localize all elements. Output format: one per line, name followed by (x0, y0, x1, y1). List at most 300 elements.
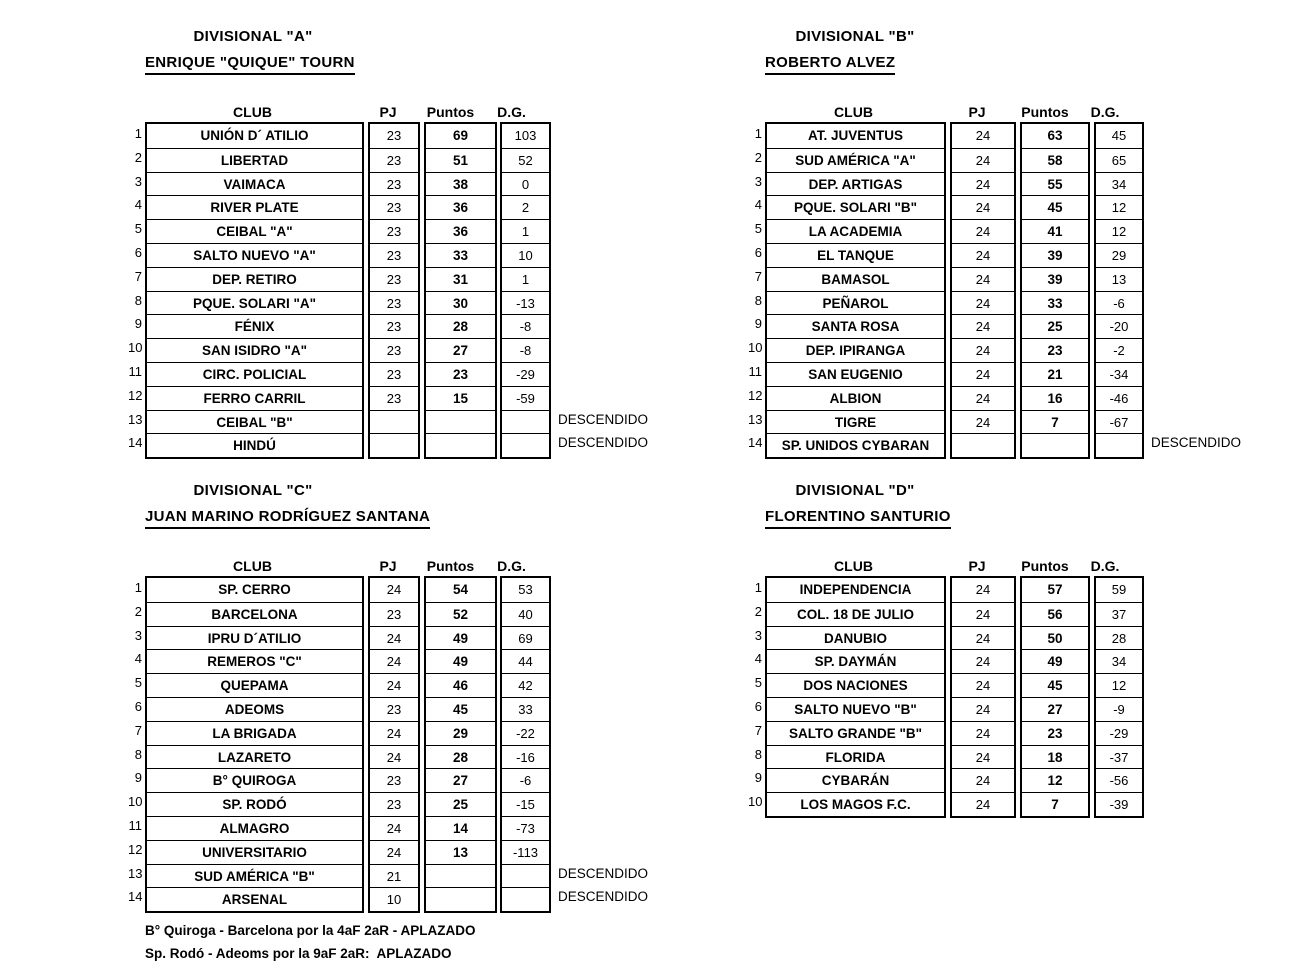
dg-cell: -2 (1096, 338, 1142, 362)
dg-cell: -29 (502, 362, 549, 386)
dg-cell: 1 (502, 267, 549, 291)
status-note (1147, 695, 1155, 719)
club-cell: SP. DAYMÁN (767, 649, 944, 673)
status-note (554, 600, 648, 624)
pj-cell: 24 (952, 697, 1014, 721)
club-column (145, 576, 364, 913)
club-cell: SP. UNIDOS CYBARAN (767, 433, 944, 457)
club-cell: SAN ISIDRO "A" (147, 338, 362, 362)
puntos-cell: 49 (426, 649, 495, 673)
pj-cell (370, 410, 418, 434)
club-cell: FLORIDA (767, 745, 944, 769)
status-note (554, 766, 648, 790)
club-cell: TIGRE (767, 410, 944, 434)
pj-cell: 23 (370, 697, 418, 721)
club-cell: ALBION (767, 386, 944, 410)
pj-cell: 23 (370, 291, 418, 315)
status-note (554, 312, 648, 336)
pj-cell: 24 (386, 582, 402, 597)
puntos-cell: 25 (1022, 314, 1088, 338)
column-header-puntos: Puntos (1021, 558, 1069, 574)
division-subtitle-row (765, 508, 1155, 530)
status-note (554, 146, 648, 170)
pj-cell: 24 (952, 410, 1014, 434)
puntos-cell: 25 (426, 792, 495, 816)
column-header-puntos: Puntos (426, 104, 475, 120)
dg-cell: -16 (502, 745, 549, 769)
dg-cell: -6 (502, 768, 549, 792)
puntos-cell: 14 (426, 816, 495, 840)
column-header-club: CLUB (233, 104, 272, 120)
club-cell: FÉNIX (147, 314, 362, 338)
status-note (1147, 312, 1241, 336)
dg-cell: 65 (1096, 148, 1142, 172)
row-number: 6 (134, 244, 142, 260)
puntos-column (424, 576, 497, 913)
row-number: 3 (134, 173, 142, 189)
club-cell: SP. CERRO (218, 582, 291, 597)
column-header-club: CLUB (834, 104, 873, 120)
puntos-cell: 21 (1022, 362, 1088, 386)
puntos-cell: 23 (1022, 721, 1088, 745)
dg-cell: 53 (518, 582, 533, 597)
pj-cell: 24 (952, 314, 1014, 338)
puntos-cell: 29 (426, 721, 495, 745)
footnote: B° Quiroga - Barcelona por la 4aF 2aR - APLAZADO (145, 923, 476, 939)
status-note (1147, 289, 1241, 313)
dg-cell: 33 (502, 697, 549, 721)
row-number: 10 (128, 794, 143, 810)
dg-cell: -37 (1096, 745, 1142, 769)
dg-cell: 52 (502, 148, 549, 172)
row-number: 14 (128, 435, 143, 451)
column-headers (128, 102, 648, 122)
dg-cell: -46 (1096, 386, 1142, 410)
column-header-dg: D.G. (1090, 104, 1120, 120)
puntos-cell: 36 (426, 195, 495, 219)
status-note (1147, 122, 1241, 146)
pj-cell: 23 (370, 602, 418, 626)
pj-cell: 24 (952, 721, 1014, 745)
row-number: 13 (748, 411, 763, 427)
dg-cell: 42 (502, 673, 549, 697)
dg-cell: 2 (502, 195, 549, 219)
pj-cell: 10 (370, 887, 418, 911)
puntos-cell: 39 (1022, 267, 1088, 291)
standings-table (128, 576, 648, 913)
pj-cell: 24 (975, 128, 991, 143)
pj-cell: 24 (952, 626, 1014, 650)
status-note (1147, 193, 1241, 217)
puntos-cell: 49 (426, 626, 495, 650)
club-cell: SALTO NUEVO "A" (147, 243, 362, 267)
row-number: 12 (128, 841, 143, 857)
puntos-cell (1022, 433, 1088, 457)
status-note (554, 241, 648, 265)
puntos-cell: 16 (1022, 386, 1088, 410)
puntos-cell: 51 (426, 148, 495, 172)
column-header-puntos: Puntos (1021, 104, 1069, 120)
puntos-cell (426, 864, 495, 888)
column-headers (128, 556, 648, 576)
pj-cell: 23 (370, 314, 418, 338)
pj-cell (370, 433, 418, 457)
row-number: 5 (134, 675, 142, 691)
division-subtitle-row (145, 54, 648, 76)
status-note (554, 695, 648, 719)
column-header-pj: PJ (379, 104, 397, 120)
puntos-cell: 49 (1022, 649, 1088, 673)
club-cell: DANUBIO (767, 626, 944, 650)
status-note (554, 122, 648, 146)
division-subtitle: ENRIQUE "QUIQUE" TOURN (145, 54, 355, 75)
row-number: 7 (754, 268, 762, 284)
pj-cell: 24 (952, 291, 1014, 315)
club-cell: SANTA ROSA (767, 314, 944, 338)
dg-cell: -67 (1096, 410, 1142, 434)
club-cell: LA BRIGADA (147, 721, 362, 745)
status-note: DESCENDIDO (1151, 435, 1242, 451)
status-note (554, 647, 648, 671)
pj-cell: 24 (952, 267, 1014, 291)
row-number: 7 (134, 268, 142, 284)
club-cell: SUD AMÉRICA "A" (767, 148, 944, 172)
pj-cell: 24 (952, 243, 1014, 267)
status-note (554, 814, 648, 838)
puntos-cell: 52 (426, 602, 495, 626)
pj-cell: 24 (370, 673, 418, 697)
division-title: DIVISIONAL "A" (193, 28, 313, 45)
dg-cell: 10 (502, 243, 549, 267)
row-number: 14 (128, 889, 143, 905)
puntos-column (1020, 576, 1090, 818)
pj-cell: 24 (952, 649, 1014, 673)
puntos-cell: 55 (1022, 172, 1088, 196)
division-subtitle-row (765, 54, 1241, 76)
club-cell: AT. JUVENTUS (807, 128, 903, 143)
club-cell: ALMAGRO (147, 816, 362, 840)
row-number: 2 (134, 603, 142, 619)
status-note (1147, 265, 1241, 289)
dg-cell (502, 887, 549, 911)
footnote: Sp. Rodó - Adeoms por la 9aF 2aR: APLAZADO (145, 946, 452, 962)
column-header-pj: PJ (379, 558, 397, 574)
club-cell: UNIÓN D´ ATILIO (200, 128, 309, 143)
dg-cell: 69 (502, 626, 549, 650)
club-cell: RIVER PLATE (147, 195, 362, 219)
dg-cell: -34 (1096, 362, 1142, 386)
footnotes (145, 919, 648, 965)
division-subtitle: ROBERTO ALVEZ (765, 54, 895, 75)
row-number: 2 (754, 603, 762, 619)
status-note (1147, 766, 1155, 790)
dg-cell: 12 (1096, 195, 1142, 219)
pj-cell: 23 (370, 267, 418, 291)
club-cell: CEIBAL "B" (147, 410, 362, 434)
pj-cell: 24 (952, 768, 1014, 792)
puntos-cell: 7 (1022, 410, 1088, 434)
status-note (1147, 360, 1241, 384)
club-cell: FERRO CARRIL (147, 386, 362, 410)
standings-table (748, 122, 1241, 459)
puntos-cell: 69 (452, 128, 469, 143)
row-number: 3 (754, 173, 762, 189)
pj-column (950, 576, 1016, 818)
puntos-cell: 45 (1022, 673, 1088, 697)
pj-cell: 24 (370, 649, 418, 673)
status-note: DESCENDIDO (558, 411, 649, 427)
row-number: 9 (134, 316, 142, 332)
row-number: 12 (748, 387, 763, 403)
dg-cell: 44 (502, 649, 549, 673)
row-number: 2 (754, 149, 762, 165)
pj-cell: 23 (370, 243, 418, 267)
club-cell: LAZARETO (147, 745, 362, 769)
club-column (145, 122, 364, 459)
row-number-column (128, 122, 145, 455)
status-note (1147, 790, 1155, 814)
row-number: 13 (128, 865, 143, 881)
club-cell: LIBERTAD (147, 148, 362, 172)
pj-column (368, 122, 420, 459)
club-cell: COL. 18 DE JULIO (767, 602, 944, 626)
status-note: DESCENDIDO (558, 889, 649, 905)
row-number: 8 (754, 292, 762, 308)
club-cell: PQUE. SOLARI "B" (767, 195, 944, 219)
row-number: 5 (754, 675, 762, 691)
row-number: 2 (134, 149, 142, 165)
row-number: 5 (754, 221, 762, 237)
puntos-cell: 27 (426, 338, 495, 362)
status-note (554, 360, 648, 384)
status-note (1147, 217, 1241, 241)
dg-column (1094, 576, 1144, 818)
puntos-column (1020, 122, 1090, 459)
puntos-cell: 13 (426, 840, 495, 864)
club-cell: DEP. IPIRANGA (767, 338, 944, 362)
column-header-dg: D.G. (497, 558, 526, 574)
row-number: 13 (128, 411, 143, 427)
column-header-pj: PJ (968, 558, 986, 574)
row-number: 6 (754, 698, 762, 714)
puntos-cell: 41 (1022, 219, 1088, 243)
row-number: 1 (134, 126, 142, 141)
puntos-column (424, 122, 497, 459)
puntos-cell: 45 (426, 697, 495, 721)
pj-column (368, 576, 420, 913)
pj-cell: 24 (952, 148, 1014, 172)
row-number: 1 (134, 580, 142, 595)
row-number: 8 (134, 292, 142, 308)
puntos-cell: 7 (1022, 792, 1088, 816)
pj-cell: 23 (370, 219, 418, 243)
row-number: 9 (754, 316, 762, 332)
status-note (554, 217, 648, 241)
club-cell: SALTO NUEVO "B" (767, 697, 944, 721)
status-note (554, 671, 648, 695)
puntos-cell: 15 (426, 386, 495, 410)
pj-cell: 23 (370, 148, 418, 172)
row-number: 1 (754, 126, 762, 141)
club-cell: CYBARÁN (767, 768, 944, 792)
club-cell: PEÑAROL (767, 291, 944, 315)
division-section (128, 28, 648, 465)
pj-cell: 24 (370, 721, 418, 745)
dg-cell: 1 (502, 219, 549, 243)
status-note (554, 336, 648, 360)
status-note (1147, 743, 1155, 767)
club-cell: VAIMACA (147, 172, 362, 196)
dg-cell: -73 (502, 816, 549, 840)
status-note (554, 384, 648, 408)
club-cell: PQUE. SOLARI "A" (147, 291, 362, 315)
club-cell: LA ACADEMIA (767, 219, 944, 243)
dg-cell (502, 433, 549, 457)
status-note (554, 576, 648, 600)
row-number: 14 (748, 435, 763, 451)
column-header-club: CLUB (233, 558, 272, 574)
club-cell: SP. RODÓ (147, 792, 362, 816)
club-cell: DEP. ARTIGAS (767, 172, 944, 196)
club-cell: BAMASOL (767, 267, 944, 291)
status-note: DESCENDIDO (558, 865, 649, 881)
status-note (1147, 384, 1241, 408)
row-number: 11 (128, 363, 142, 379)
dg-cell: 37 (1096, 602, 1142, 626)
row-number: 7 (754, 722, 762, 738)
division-section (128, 482, 648, 965)
division-title: DIVISIONAL "D" (795, 482, 915, 499)
status-note (1147, 624, 1155, 648)
dg-cell: 45 (1111, 128, 1127, 143)
notes-column (1147, 576, 1155, 814)
puntos-cell: 12 (1022, 768, 1088, 792)
puntos-cell: 45 (1022, 195, 1088, 219)
puntos-cell: 58 (1022, 148, 1088, 172)
club-cell: ADEOMS (147, 697, 362, 721)
puntos-cell (426, 410, 495, 434)
pj-cell: 23 (370, 172, 418, 196)
club-cell: SAN EUGENIO (767, 362, 944, 386)
puntos-cell: 46 (426, 673, 495, 697)
dg-cell: -20 (1096, 314, 1142, 338)
division-title: DIVISIONAL "C" (193, 482, 313, 499)
division-subtitle: JUAN MARINO RODRÍGUEZ SANTANA (145, 508, 430, 529)
puntos-cell: 36 (426, 219, 495, 243)
club-column (765, 122, 946, 459)
status-note (554, 790, 648, 814)
row-number: 10 (748, 340, 763, 356)
puntos-cell: 56 (1022, 602, 1088, 626)
club-cell: UNIVERSITARIO (147, 840, 362, 864)
dg-cell: 34 (1096, 172, 1142, 196)
puntos-cell: 54 (452, 582, 469, 597)
club-cell: INDEPENDENCIA (799, 582, 912, 597)
status-note (1147, 170, 1241, 194)
dg-cell: -29 (1096, 721, 1142, 745)
row-number-column (748, 576, 765, 814)
column-headers (748, 556, 1155, 576)
puntos-cell: 33 (1022, 291, 1088, 315)
row-number: 4 (134, 651, 142, 667)
pj-cell: 23 (370, 768, 418, 792)
status-note (554, 838, 648, 862)
puntos-cell: 33 (426, 243, 495, 267)
pj-column (950, 122, 1016, 459)
standings-table (748, 576, 1155, 818)
pj-cell: 23 (370, 195, 418, 219)
pj-cell: 24 (975, 582, 991, 597)
pj-cell: 24 (370, 816, 418, 840)
column-header-dg: D.G. (497, 104, 526, 120)
dg-cell: 59 (1111, 582, 1127, 597)
pj-cell (952, 433, 1014, 457)
row-number: 6 (754, 244, 762, 260)
pj-cell: 21 (370, 864, 418, 888)
dg-cell: -113 (502, 840, 549, 864)
notes-column (554, 576, 648, 909)
club-cell: CEIBAL "A" (147, 219, 362, 243)
row-number: 4 (754, 197, 762, 213)
club-cell: CIRC. POLICIAL (147, 362, 362, 386)
status-note (1147, 647, 1155, 671)
pj-cell: 24 (952, 602, 1014, 626)
club-cell: HINDÚ (147, 433, 362, 457)
puntos-cell: 23 (1022, 338, 1088, 362)
pj-cell: 23 (386, 128, 402, 143)
row-number: 10 (128, 340, 143, 356)
standings-table (128, 122, 648, 459)
dg-cell: 0 (502, 172, 549, 196)
dg-cell: -22 (502, 721, 549, 745)
club-column (765, 576, 946, 818)
club-cell: QUEPAMA (147, 673, 362, 697)
status-note (1147, 146, 1241, 170)
column-header-dg: D.G. (1090, 558, 1120, 574)
pj-cell: 24 (952, 338, 1014, 362)
dg-cell: 40 (502, 602, 549, 626)
dg-cell: -8 (502, 338, 549, 362)
pj-cell: 24 (370, 745, 418, 769)
status-note (1147, 241, 1241, 265)
column-header-club: CLUB (834, 558, 873, 574)
dg-cell: 28 (1096, 626, 1142, 650)
pj-cell: 24 (370, 840, 418, 864)
dg-cell: 29 (1096, 243, 1142, 267)
club-cell: BARCELONA (147, 602, 362, 626)
dg-cell (502, 410, 549, 434)
status-note (1147, 600, 1155, 624)
row-number: 3 (134, 627, 142, 643)
status-note (554, 265, 648, 289)
dg-cell: 12 (1096, 673, 1142, 697)
status-note (554, 289, 648, 313)
division-section (748, 482, 1155, 824)
status-note (554, 170, 648, 194)
row-number: 9 (134, 770, 142, 786)
row-number-column (748, 122, 765, 455)
pj-cell: 24 (952, 386, 1014, 410)
puntos-cell (426, 433, 495, 457)
puntos-cell: 57 (1047, 582, 1063, 597)
status-note (1147, 408, 1241, 432)
dg-cell: -56 (1096, 768, 1142, 792)
pj-cell: 23 (370, 792, 418, 816)
row-number: 12 (128, 387, 143, 403)
club-cell: DEP. RETIRO (147, 267, 362, 291)
pj-cell: 23 (370, 386, 418, 410)
status-note: DESCENDIDO (558, 435, 649, 451)
